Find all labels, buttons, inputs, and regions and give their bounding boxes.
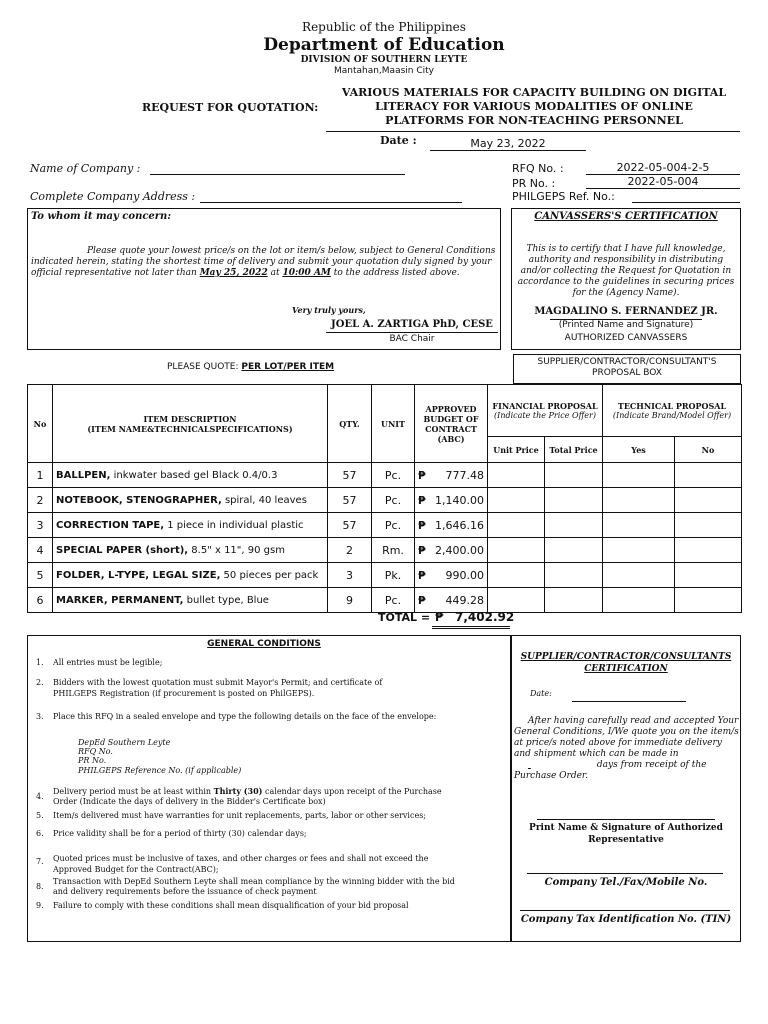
condition-num: 6. bbox=[36, 829, 44, 838]
condition-2a: Bidders with the lowest quotation must submit Mayor's Permit; and certificate of bbox=[53, 678, 383, 687]
item-name: BALLPEN, bbox=[56, 469, 111, 481]
col-qty-header: QTY. bbox=[328, 385, 372, 463]
total-price-cell[interactable] bbox=[545, 588, 603, 613]
col-abc-header: APPROVED BUDGET OF CONTRACT (ABC) bbox=[415, 385, 488, 463]
please-quote-label: PLEASE QUOTE: bbox=[167, 362, 239, 372]
item-name: CORRECTION TAPE, bbox=[56, 519, 165, 531]
condition-4a bbox=[53, 786, 442, 797]
peso-sign: ₱ bbox=[418, 518, 426, 532]
date-label: Date : bbox=[380, 134, 417, 147]
yes-cell[interactable] bbox=[603, 563, 675, 588]
unit-price-header: Unit Price bbox=[488, 437, 545, 463]
peso-sign: ₱ bbox=[418, 468, 426, 482]
rfq-no-label: RFQ No. : bbox=[512, 162, 564, 175]
item-unit: Pc. bbox=[372, 488, 415, 513]
condition-3: Place this RFQ in a sealed envelope and type the following details on the face of the envelope: bbox=[53, 712, 437, 721]
item-spec: 1 piece in individual plastic bbox=[164, 519, 304, 531]
conditions-heading: GENERAL CONDITIONS bbox=[207, 639, 321, 649]
signatory-title: BAC Chair bbox=[389, 334, 435, 344]
peso-sign: ₱ bbox=[418, 568, 426, 582]
item-spec: spiral, 40 leaves bbox=[221, 494, 307, 506]
item-spec: 8.5" x 11", 90 gsm bbox=[188, 544, 285, 556]
item-unit: Pk. bbox=[372, 563, 415, 588]
item-qty: 3 bbox=[328, 563, 372, 588]
no-cell[interactable] bbox=[675, 513, 742, 538]
technical-title: TECHNICAL PROPOSAL bbox=[617, 401, 727, 411]
representative-sig-label: Print Name & Signature of Authorized Representative bbox=[529, 823, 723, 845]
canvasser-body: This is to certify that I have full knowledge, authority and responsibility in distributing and/or collecting the Request for Quotation in accordance to the guidelines in securing prices for the (Agency Name). bbox=[517, 244, 735, 298]
item-no: 5 bbox=[28, 563, 53, 588]
envelope-line-1: DepEd Southern Leyte bbox=[78, 738, 171, 747]
condition-4a-post: calendar days upon receipt of the Purchase bbox=[265, 787, 442, 796]
condition-num: 2. bbox=[36, 678, 44, 687]
financial-title: FINANCIAL PROPOSAL bbox=[492, 401, 598, 411]
company-tel-label: Company Tel./Fax/Mobile No. bbox=[544, 877, 708, 888]
total-price-cell[interactable] bbox=[545, 463, 603, 488]
item-abc-value: 449.28 bbox=[445, 593, 484, 607]
peso-sign: ₱ bbox=[418, 593, 426, 607]
yes-cell[interactable] bbox=[603, 463, 675, 488]
address-line: Mantahan,Maasin City bbox=[333, 66, 434, 76]
condition-9: Failure to comply with these conditions shall mean disqualification of your bid proposal bbox=[53, 901, 409, 910]
item-name: MARKER, PERMANENT, bbox=[56, 594, 184, 606]
condition-4b: Order (Indicate the days of delivery in the Bidder's Certificate box) bbox=[53, 797, 326, 806]
republic-line: Republic of the Philippines bbox=[302, 20, 466, 34]
condition-num: 5. bbox=[36, 811, 44, 820]
item-unit: Pc. bbox=[372, 513, 415, 538]
item-abc-value: 2,400.00 bbox=[435, 543, 484, 557]
supplier-body-a: After having carefully read and accepted Your General Conditions, I/We quote you on the item/s at price/s noted above for immediate delivery and shipment which can be made in bbox=[514, 716, 739, 759]
peso-sign: ₱ bbox=[418, 543, 426, 557]
item-no: 2 bbox=[28, 488, 53, 513]
department-title: Department of Education bbox=[263, 35, 505, 55]
item-spec: inkwater based gel Black 0.4/0.3 bbox=[110, 469, 278, 481]
item-spec: bullet type, Blue bbox=[183, 594, 269, 606]
item-name: SPECIAL PAPER (short), bbox=[56, 544, 189, 556]
item-name: NOTEBOOK, STENOGRAPHER, bbox=[56, 494, 222, 506]
canvasser-role: AUTHORIZED CANVASSERS bbox=[564, 333, 688, 343]
item-abc-value: 1,140.00 bbox=[435, 493, 484, 507]
total-price-cell[interactable] bbox=[545, 513, 603, 538]
no-header: No bbox=[675, 437, 742, 463]
yes-header: Yes bbox=[603, 437, 675, 463]
envelope-line-3: PR No. bbox=[78, 756, 107, 765]
closing: Very truly yours, bbox=[292, 305, 366, 315]
supplier-date-field[interactable] bbox=[572, 701, 686, 702]
item-abc-value: 1,646.16 bbox=[435, 518, 484, 532]
division-line: DIVISION OF SOUTHERN LEYTE bbox=[300, 55, 468, 65]
item-abc-value: 777.48 bbox=[445, 468, 484, 482]
item-qty: 57 bbox=[328, 463, 372, 488]
envelope-line-2: RFQ No. bbox=[78, 747, 113, 756]
yes-cell[interactable] bbox=[603, 538, 675, 563]
item-unit: Pc. bbox=[372, 588, 415, 613]
item-spec: 50 pieces per pack bbox=[220, 569, 319, 581]
yes-cell[interactable] bbox=[603, 513, 675, 538]
col-desc-title: ITEM DESCRIPTION bbox=[143, 413, 237, 424]
rfq-title-line: LITERACY FOR VARIOUS MODALITIES OF ONLINE bbox=[375, 100, 693, 113]
condition-num: 4. bbox=[36, 792, 44, 801]
condition-1: All entries must be legible; bbox=[53, 658, 163, 667]
letter-body-text: Please quote your lowest price/s on the lot or item/s below, subject to General Conditions indicated herein, stating the shortest time of delivery and submit your quotation duly signed by your official representative not later than bbox=[31, 246, 496, 278]
signatory-name: JOEL A. ZARTIGA PhD, CESE bbox=[331, 319, 493, 330]
col-unit-header: UNIT bbox=[372, 385, 415, 463]
item-no: 1 bbox=[28, 463, 53, 488]
condition-5: Item/s delivered must have warranties for unit replacements, parts, labor or other services; bbox=[53, 811, 426, 820]
proposal-box-title: SUPPLIER/CONTRACTOR/CONSULTANT'S PROPOSAL BOX bbox=[537, 357, 717, 378]
peso-sign: ₱ bbox=[418, 493, 426, 507]
total-currency: ₱ bbox=[435, 610, 444, 624]
supplier-body-b: days from receipt of the Purchase Order. bbox=[514, 760, 707, 781]
item-no: 6 bbox=[28, 588, 53, 613]
total-price-cell[interactable] bbox=[545, 563, 603, 588]
technical-header bbox=[603, 385, 742, 437]
condition-num: 8. bbox=[36, 882, 44, 891]
condition-num: 7. bbox=[36, 857, 44, 866]
rfq-title-line: PLATFORMS FOR NON-TEACHING PERSONNEL bbox=[385, 114, 683, 127]
canvasser-sig-label: (Printed Name and Signature) bbox=[558, 320, 694, 330]
condition-6: Price validity shall be for a period of thirty (30) calendar days; bbox=[53, 829, 307, 838]
item-qty: 57 bbox=[328, 488, 372, 513]
condition-num: 3. bbox=[36, 712, 44, 721]
condition-4a-pre: Delivery period must be at least within bbox=[53, 787, 212, 796]
philgeps-field[interactable] bbox=[632, 202, 740, 203]
total-price-header: Total Price bbox=[545, 437, 603, 463]
total-label: TOTAL = bbox=[378, 611, 431, 624]
supplier-heading-line: CERTIFICATION bbox=[584, 664, 668, 674]
pr-no-value[interactable]: 2022-05-004 bbox=[627, 175, 699, 188]
supplier-cert-box bbox=[511, 635, 741, 942]
condition-7b: Approved Budget for the Contract(ABC); bbox=[53, 865, 219, 874]
rfq-no-value[interactable]: 2022-05-004-2-5 bbox=[616, 161, 710, 174]
philgeps-label: PHILGEPS Ref. No.: bbox=[512, 190, 615, 203]
total-value: 7,402.92 bbox=[455, 610, 515, 624]
condition-num: 1. bbox=[36, 658, 44, 667]
at-text: at bbox=[270, 268, 280, 278]
deadline-date: May 25, 2022 bbox=[199, 268, 268, 278]
yes-cell[interactable] bbox=[603, 488, 675, 513]
canvasser-heading: CANVASSERS'S CERTIFICATION bbox=[534, 211, 718, 222]
col-no-header: No bbox=[28, 385, 53, 463]
item-unit: Pc. bbox=[372, 463, 415, 488]
technical-sub: (Indicate Brand/Model Offer) bbox=[612, 411, 732, 420]
supplier-heading-line: SUPPLIER/CONTRACTOR/CONSULTANTS bbox=[520, 652, 732, 662]
col-desc-sub: (ITEM NAME&TECHNICALSPECIFICATIONS) bbox=[87, 423, 293, 434]
date-value[interactable]: May 23, 2022 bbox=[470, 137, 546, 150]
yes-cell[interactable] bbox=[603, 588, 675, 613]
pr-no-label: PR No. : bbox=[512, 177, 556, 190]
company-name-label: Name of Company : bbox=[30, 162, 141, 175]
supplier-date-label: Date: bbox=[530, 689, 552, 698]
company-tin-label: Company Tax Identification No. (TIN) bbox=[520, 914, 732, 925]
delivery-days-field[interactable] bbox=[514, 760, 594, 771]
rfq-title-line: VARIOUS MATERIALS FOR CAPACITY BUILDING ON DIGITAL bbox=[341, 86, 727, 99]
item-name: FOLDER, L-TYPE, LEGAL SIZE, bbox=[56, 569, 221, 581]
condition-num: 9. bbox=[36, 901, 44, 910]
deadline-time: 10:00 AM bbox=[282, 268, 331, 278]
financial-sub: (Indicate the Price Offer) bbox=[494, 411, 596, 420]
supplier-cert-body bbox=[514, 716, 740, 782]
salutation: To whom it may concern: bbox=[31, 211, 172, 222]
no-cell[interactable] bbox=[675, 588, 742, 613]
no-cell[interactable] bbox=[675, 538, 742, 563]
company-tin-line[interactable] bbox=[520, 910, 730, 911]
condition-4a-bold: Thirty (30) bbox=[213, 786, 263, 796]
item-no: 3 bbox=[28, 513, 53, 538]
no-cell[interactable] bbox=[675, 563, 742, 588]
no-cell[interactable] bbox=[675, 488, 742, 513]
letter-body-end: to the address listed above. bbox=[333, 268, 460, 278]
total-price-cell[interactable] bbox=[545, 488, 603, 513]
item-qty: 57 bbox=[328, 513, 372, 538]
total-price-cell[interactable] bbox=[545, 538, 603, 563]
rfq-label: REQUEST FOR QUOTATION: bbox=[142, 101, 319, 114]
condition-8a: Transaction with DepEd Southern Leyte shall mean compliance by the winning bidder with the bid bbox=[53, 877, 455, 886]
condition-2b: PHILGEPS Registration (if procurement is posted on PhilGEPS). bbox=[53, 689, 315, 698]
conditions-list bbox=[36, 0, 506, 1000]
condition-7a: Quoted prices must be inclusive of taxes, and other charges or fees and shall not exceed the bbox=[53, 854, 429, 863]
item-abc-value: 990.00 bbox=[445, 568, 484, 582]
representative-sig-line[interactable] bbox=[537, 819, 715, 820]
company-address-label: Complete Company Address : bbox=[30, 190, 196, 203]
item-unit: Rm. bbox=[372, 538, 415, 563]
item-qty: 2 bbox=[328, 538, 372, 563]
supplier-cert-heading bbox=[511, 651, 741, 675]
item-qty: 9 bbox=[328, 588, 372, 613]
item-no: 4 bbox=[28, 538, 53, 563]
canvasser-name: MAGDALINO S. FERNANDEZ JR. bbox=[534, 306, 718, 317]
envelope-line-4: PHILGEPS Reference No. (if applicable) bbox=[78, 766, 242, 775]
condition-8b: and delivery requirements before the issuance of check payment bbox=[53, 887, 317, 896]
no-cell[interactable] bbox=[675, 463, 742, 488]
please-quote-value: PER LOT/PER ITEM bbox=[241, 362, 335, 372]
company-tel-line[interactable] bbox=[527, 873, 723, 874]
